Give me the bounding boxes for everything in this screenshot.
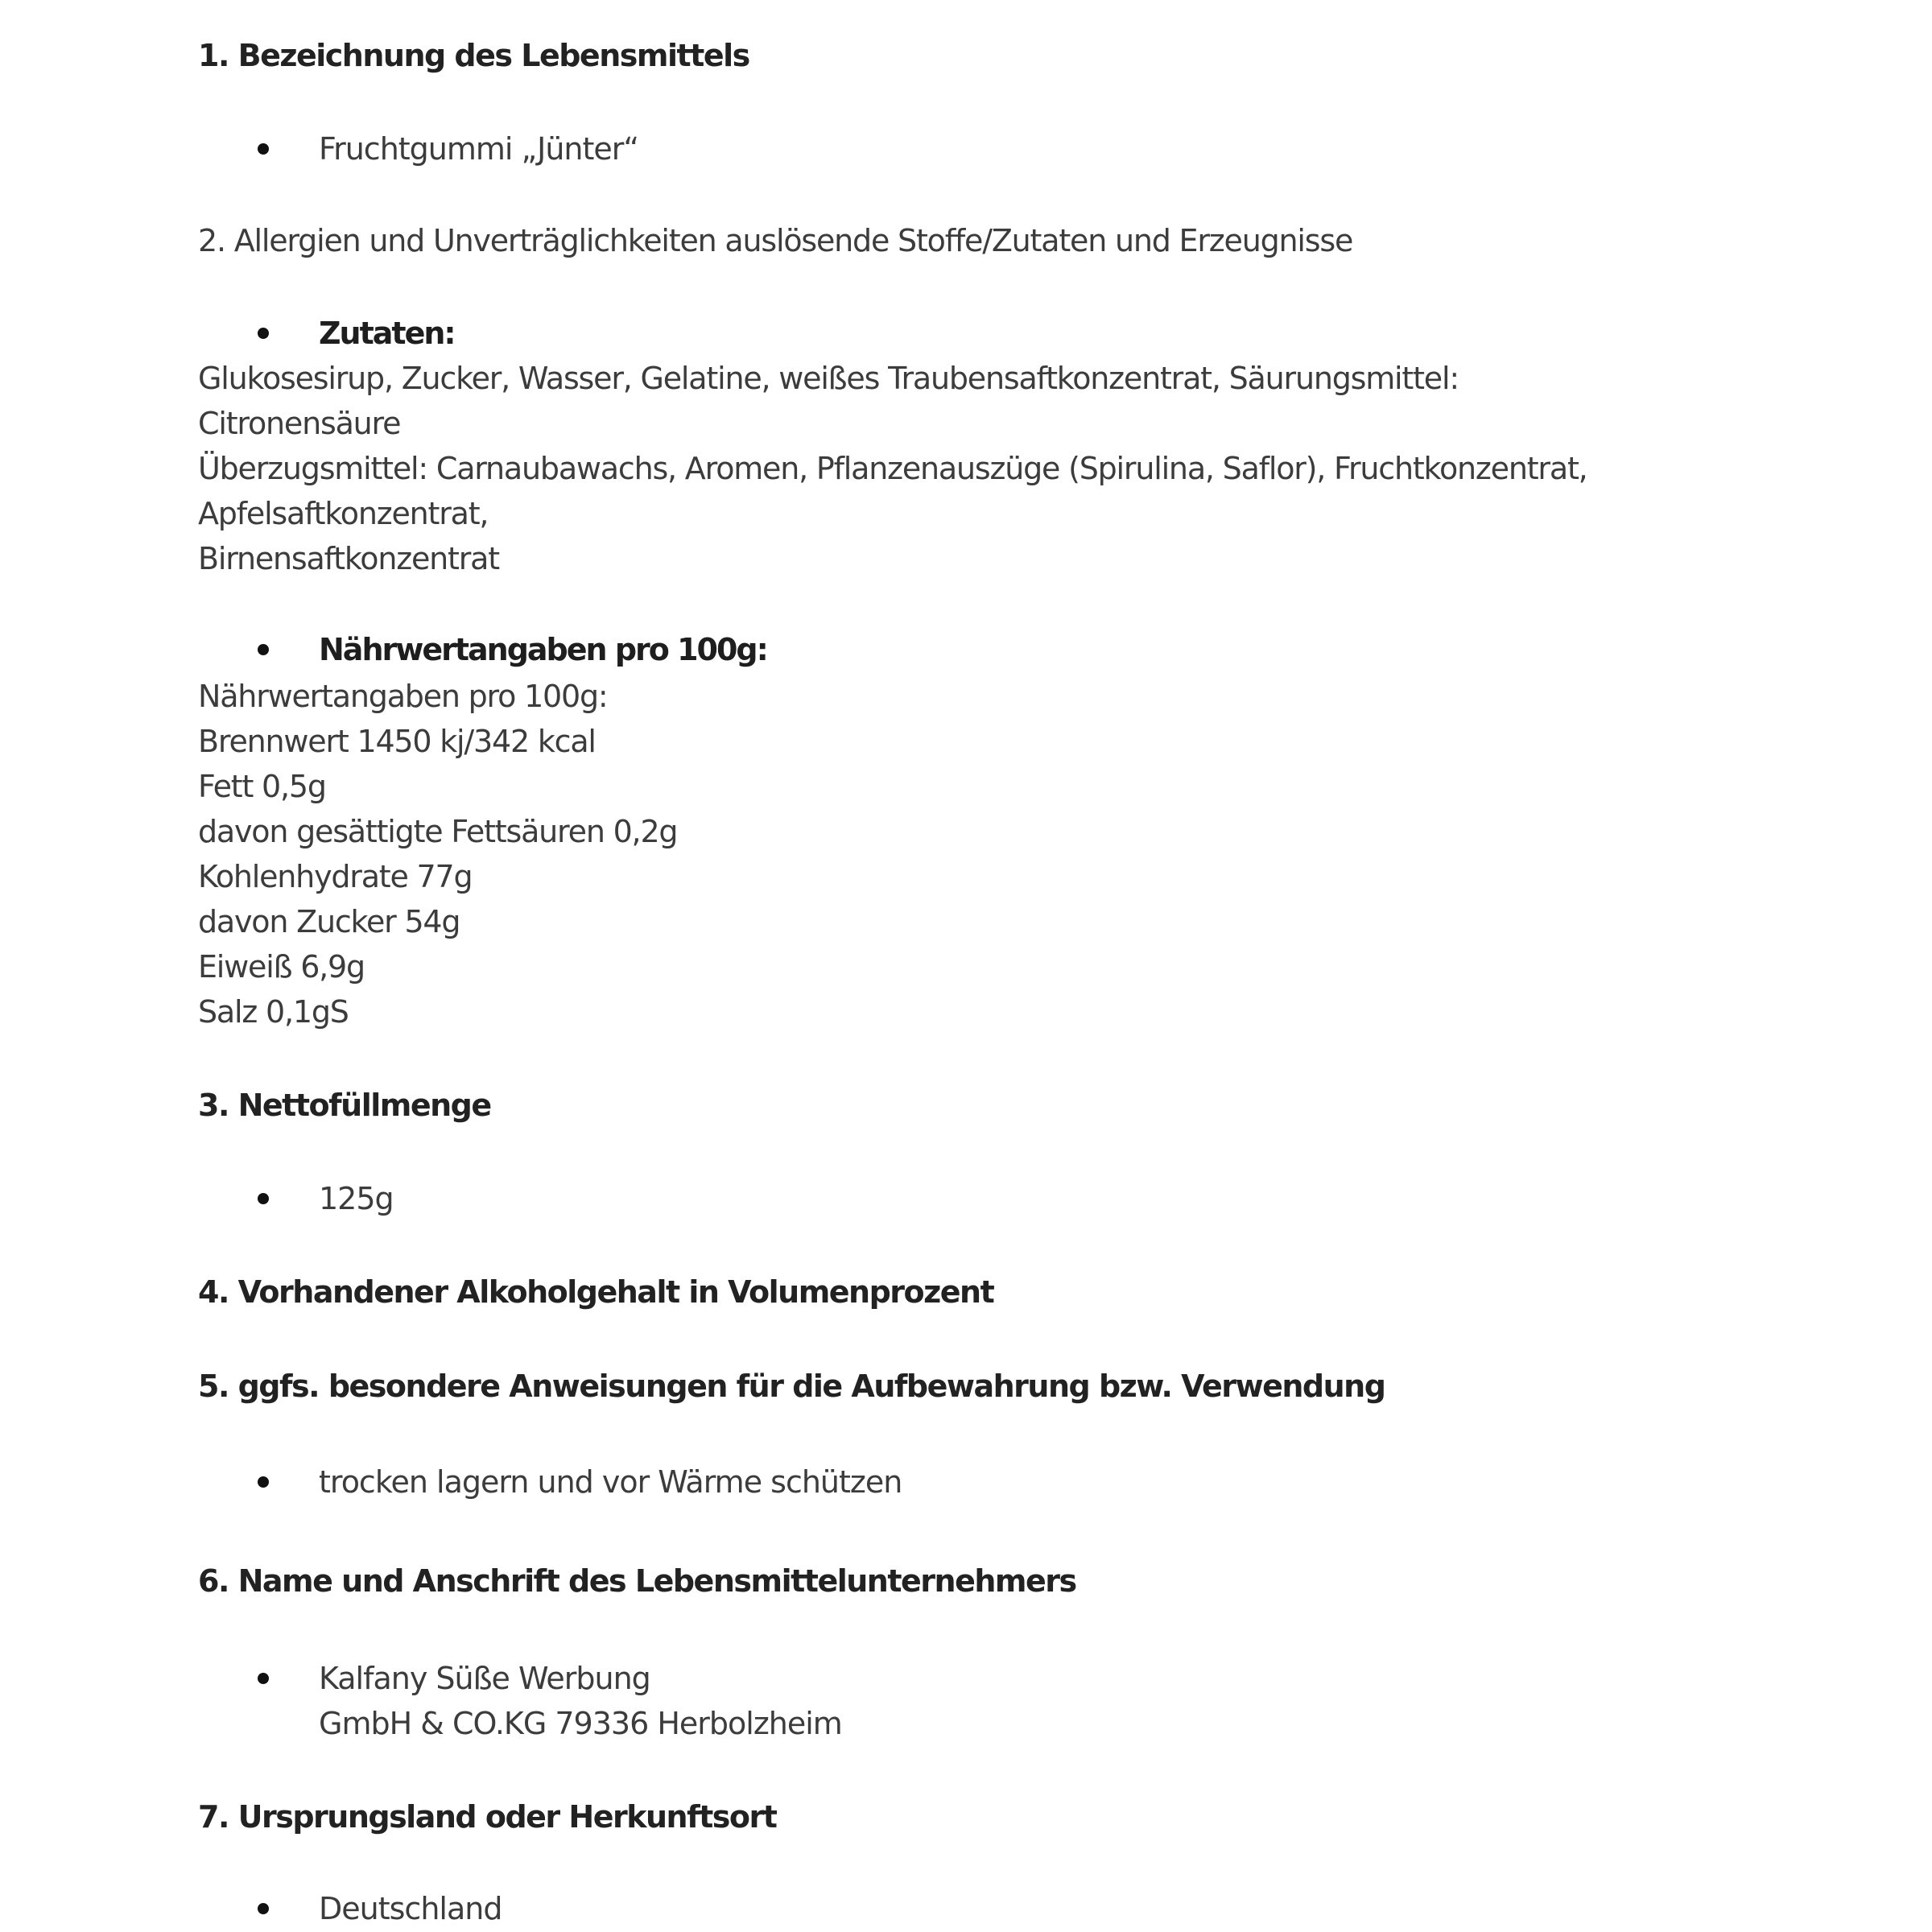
bullet-dot bbox=[258, 1193, 269, 1204]
bullet-dot bbox=[258, 1903, 269, 1914]
nutrition-line: davon Zucker 54g bbox=[198, 904, 460, 939]
bullet-dot bbox=[258, 1673, 269, 1684]
section-1-heading: 1. Bezeichnung des Lebensmittels bbox=[198, 38, 749, 73]
nutrition-line: Fett 0,5g bbox=[198, 769, 326, 804]
company-address: GmbH & CO.KG 79336 Herbolzheim bbox=[319, 1706, 842, 1741]
country-of-origin: Deutschland bbox=[319, 1891, 502, 1926]
bullet-dot bbox=[258, 1476, 269, 1488]
nutrition-line: davon gesättigte Fettsäuren 0,2g bbox=[198, 814, 678, 849]
ingredients-line: Apfelsaftkonzentrat, bbox=[198, 496, 489, 531]
ingredients-line: Glukosesirup, Zucker, Wasser, Gelatine, weißes Traubensaftkonzentrat, Säurungsmittel: bbox=[198, 361, 1459, 396]
nutrition-line: Nährwertangaben pro 100g: bbox=[198, 679, 608, 714]
storage-instructions: trocken lagern und vor Wärme schützen bbox=[319, 1464, 902, 1500]
section-4-heading: 4. Vorhandener Alkoholgehalt in Volumenprozent bbox=[198, 1274, 994, 1310]
section-2-heading: 2. Allergien und Unverträglichkeiten auslösende Stoffe/Zutaten und Erzeugnisse bbox=[198, 223, 1353, 258]
company-name: Kalfany Süße Werbung bbox=[319, 1661, 650, 1696]
bullet-dot bbox=[258, 644, 269, 655]
product-name: Fruchtgummi „Jünter“ bbox=[319, 131, 639, 167]
bullet-dot bbox=[258, 328, 269, 339]
net-quantity: 125g bbox=[319, 1181, 394, 1216]
ingredients-line: Birnensaftkonzentrat bbox=[198, 541, 499, 576]
section-3-heading: 3. Nettofüllmenge bbox=[198, 1088, 491, 1123]
bullet-dot bbox=[258, 143, 269, 155]
ingredients-line: Citronensäure bbox=[198, 406, 401, 441]
nutrition-line: Eiweiß 6,9g bbox=[198, 949, 365, 985]
ingredients-line: Überzugsmittel: Carnaubawachs, Aromen, Pflanzenauszüge (Spirulina, Saflor), Fruchtkonzentrat, bbox=[198, 451, 1587, 486]
section-7-heading: 7. Ursprungsland oder Herkunftsort bbox=[198, 1799, 777, 1835]
nutrition-line: Salz 0,1gS bbox=[198, 994, 349, 1030]
nutrition-line: Kohlenhydrate 77g bbox=[198, 859, 473, 894]
section-6-heading: 6. Name und Anschrift des Lebensmittelunternehmers bbox=[198, 1563, 1076, 1599]
section-5-heading: 5. ggfs. besondere Anweisungen für die Aufbewahrung bzw. Verwendung bbox=[198, 1368, 1385, 1404]
zutaten-label: Zutaten: bbox=[319, 316, 455, 351]
naehrwert-label: Nährwertangaben pro 100g: bbox=[319, 632, 767, 667]
nutrition-line: Brennwert 1450 kj/342 kcal bbox=[198, 724, 596, 759]
